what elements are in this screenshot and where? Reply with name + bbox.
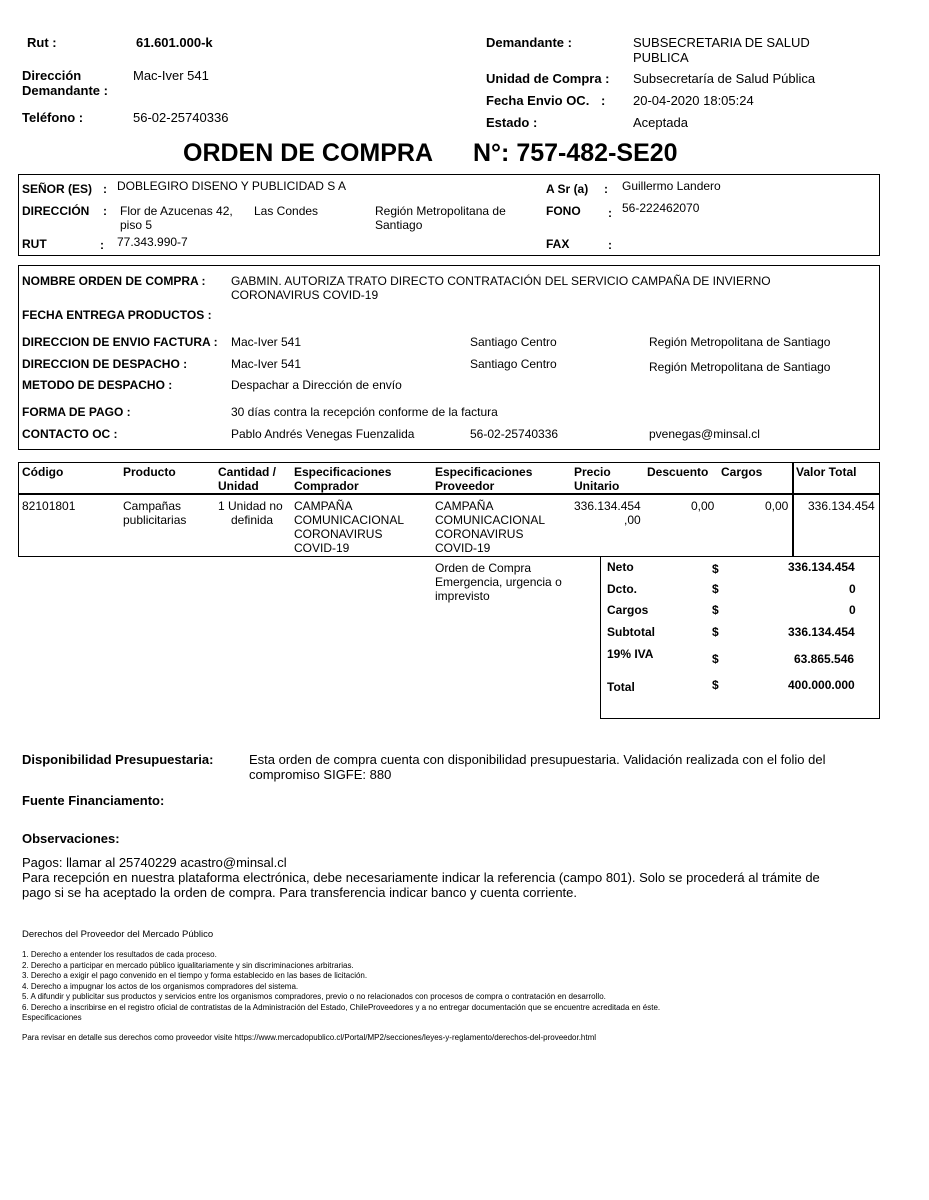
contacto-name: Pablo Andrés Venegas Fuenzalida xyxy=(231,427,415,441)
disponibilidad-label: Disponibilidad Presupuestaria: xyxy=(22,752,214,767)
rights-item: 2. Derecho a participar en mercado público igualitariamente y sin discriminaciones arbitrarias. xyxy=(22,960,354,970)
td-cantidad: 1 Unidad no xyxy=(218,499,283,513)
iva-label: 19% IVA xyxy=(607,647,654,661)
despacho-region: Región Metropolitana de Santiago xyxy=(649,360,831,374)
nombre-orden-label: NOMBRE ORDEN DE COMPRA : xyxy=(22,274,206,288)
rights-title: Derechos del Proveedor del Mercado Público xyxy=(22,929,214,940)
td-valor-total: 336.134.454 xyxy=(808,499,875,513)
cargos-label: Cargos xyxy=(607,603,649,617)
contacto-phone: 56-02-25740336 xyxy=(470,427,559,441)
td-precio: 336.134.454 xyxy=(574,499,641,513)
iva-currency: $ xyxy=(712,652,719,666)
estado-label: Estado : xyxy=(486,115,538,130)
th-producto: Producto xyxy=(123,465,176,479)
cargos-value: 0 xyxy=(849,603,856,617)
order-type-line-2: Emergencia, urgencia o xyxy=(435,575,562,589)
telefono-value: 56-02-25740336 xyxy=(133,110,229,125)
observaciones-line-2: Para recepción en nuestra plataforma electrónica, debe necesariamente indicar la referencia (campo 801). Solo se procederá al trámite de xyxy=(22,870,820,885)
fecha-entrega-label: FECHA ENTREGA PRODUCTOS : xyxy=(22,308,212,322)
th-cargos: Cargos xyxy=(721,465,763,479)
order-type-line-1: Orden de Compra xyxy=(435,561,532,575)
direccion-label-2: Demandante : xyxy=(22,83,108,98)
supplier-street-2: piso 5 xyxy=(120,218,153,232)
th-precio: Precio xyxy=(574,465,611,479)
supplier-region: Región Metropolitana de xyxy=(375,204,506,218)
th-precio-2: Unitario xyxy=(574,479,620,493)
total-label: Total xyxy=(607,680,635,694)
direccion-value: Mac-Iver 541 xyxy=(133,68,209,83)
estado-value: Aceptada xyxy=(633,115,688,130)
rights-item: 4. Derecho a impugnar los actos de los organismos compradores del sistema. xyxy=(22,981,299,991)
disponibilidad-value-2: compromiso SIGFE: 880 xyxy=(249,767,392,782)
contacto-label: CONTACTO OC : xyxy=(22,427,118,441)
neto-label: Neto xyxy=(607,560,634,574)
direccion-label: Dirección xyxy=(22,68,82,83)
th-cantidad: Cantidad / xyxy=(218,465,277,479)
fono-label: FONO xyxy=(546,204,581,218)
fuente-financiamiento-label: Fuente Financiamento: xyxy=(22,793,165,808)
envio-factura-label: DIRECCION DE ENVIO FACTURA : xyxy=(22,335,218,349)
senor-value: DOBLEGIRO DISENO Y PUBLICIDAD S A xyxy=(117,179,346,193)
rights-item: 6. Derecho a inscribirse en el registro oficial de contratistas de la Administración del Estado, ChileProveedores y a no entregar documentación que se encuentre acreditada en éste. xyxy=(22,1002,661,1012)
supplier-direccion-label: DIRECCIÓN xyxy=(22,204,90,218)
rut-value: 61.601.000-k xyxy=(136,35,213,50)
th-esp-proveedor: Especificaciones xyxy=(435,465,533,479)
fono-value: 56-222462070 xyxy=(622,201,700,215)
subtotal-label: Subtotal xyxy=(607,625,655,639)
metodo-label: METODO DE DESPACHO : xyxy=(22,378,173,392)
rut-label: Rut : xyxy=(27,35,57,50)
fecha-envio-colon: : xyxy=(601,93,606,108)
dcto-currency: $ xyxy=(712,582,719,596)
total-value: 400.000.000 xyxy=(788,678,855,692)
iva-value: 63.865.546 xyxy=(794,652,855,666)
td-esp-comprador-4: COVID-19 xyxy=(294,541,350,555)
fecha-envio-value: 20-04-2020 18:05:24 xyxy=(633,93,754,108)
dcto-label: Dcto. xyxy=(607,582,637,596)
page-title: ORDEN DE COMPRA xyxy=(183,139,434,167)
td-esp-proveedor-2: COMUNICACIONAL xyxy=(435,513,546,527)
fax-colon: : xyxy=(608,238,612,252)
td-esp-proveedor: CAMPAÑA xyxy=(435,499,494,513)
envio-factura-street: Mac-Iver 541 xyxy=(231,335,302,349)
nombre-orden-value: GABMIN. AUTORIZA TRATO DIRECTO CONTRATACIÓN DEL SERVICIO CAMPAÑA DE INVIERNO xyxy=(231,274,771,288)
rights-item: 5. A difundir y publicitar sus productos y servicios entre los organismos compradores, previo o no relacionados con procesos de compra o contratación en desarrollo. xyxy=(22,992,606,1001)
th-valor-total: Valor Total xyxy=(796,465,857,479)
td-producto: Campañas xyxy=(123,499,182,513)
rights-footer-link: Para revisar en detalle sus derechos como proveedor visite https://www.mercadopublico.cl/Portal/MP2/secciones/leyes-y-reglamento/derechos-del-proveedor.html xyxy=(22,1033,597,1042)
unidad-value: Subsecretaría de Salud Pública xyxy=(633,71,816,86)
supplier-comuna: Las Condes xyxy=(254,204,319,218)
td-codigo: 82101801 xyxy=(22,499,76,513)
rights-item: 3. Derecho a exigir el pago convenido en el tiempo y forma establecido en las bases de licitación. xyxy=(22,971,368,980)
contacto-email: pvenegas@minsal.cl xyxy=(649,427,760,441)
fax-label: FAX xyxy=(546,237,570,251)
supplier-street: Flor de Azucenas 42, xyxy=(120,204,233,218)
rights-item: Especificaciones xyxy=(22,1013,82,1022)
observaciones-line-1: Pagos: llamar al 25740229 acastro@minsal.cl xyxy=(22,855,287,870)
supplier-rut-colon: : xyxy=(100,238,104,252)
cargos-currency: $ xyxy=(712,603,719,617)
dcto-value: 0 xyxy=(849,582,856,596)
order-type-line-3: imprevisto xyxy=(435,589,490,603)
fono-colon: : xyxy=(608,206,612,220)
rights-item: 1. Derecho a entender los resultados de cada proceso. xyxy=(22,950,217,959)
despacho-comuna: Santiago Centro xyxy=(470,357,557,371)
asr-colon: : xyxy=(604,182,608,196)
th-esp-comprador: Especificaciones xyxy=(294,465,392,479)
th-esp-comprador-2: Comprador xyxy=(294,479,359,493)
supplier-rut-label: RUT xyxy=(22,237,47,251)
forma-pago-value: 30 días contra la recepción conforme de la factura xyxy=(231,405,498,419)
fecha-envio-label: Fecha Envio OC. xyxy=(486,93,590,108)
th-codigo: Código xyxy=(22,465,64,479)
unidad-label: Unidad de Compra : xyxy=(486,71,610,86)
envio-factura-region: Región Metropolitana de Santiago xyxy=(649,335,831,349)
telefono-label: Teléfono : xyxy=(22,110,84,125)
demandante-label: Demandante : xyxy=(486,35,572,50)
neto-currency: $ xyxy=(712,562,719,576)
valor-total-divider xyxy=(792,462,794,557)
senor-colon: : xyxy=(103,182,107,196)
td-esp-comprador-3: CORONAVIRUS xyxy=(294,527,383,541)
asr-label: A Sr (a) xyxy=(546,182,589,196)
td-cargos: 0,00 xyxy=(765,499,789,513)
td-producto-2: publicitarias xyxy=(123,513,187,527)
senor-label: SEÑOR (ES) xyxy=(22,182,93,196)
supplier-rut-value: 77.343.990-7 xyxy=(117,235,188,249)
td-descuento: 0,00 xyxy=(691,499,715,513)
order-number: N°: 757-482-SE20 xyxy=(473,139,678,167)
observaciones-line-3: pago si se ha aceptado la orden de compra. Para transferencia indicar banco y cuenta corriente. xyxy=(22,885,578,900)
demandante-value-2: PUBLICA xyxy=(633,50,689,65)
despacho-street: Mac-Iver 541 xyxy=(231,357,302,371)
despacho-label: DIRECCION DE DESPACHO : xyxy=(22,357,188,371)
td-esp-proveedor-4: COVID-19 xyxy=(435,541,491,555)
td-cantidad-2: definida xyxy=(231,513,274,527)
supplier-region-2: Santiago xyxy=(375,218,423,232)
envio-factura-comuna: Santiago Centro xyxy=(470,335,557,349)
disponibilidad-value: Esta orden de compra cuenta con disponibilidad presupuestaria. Validación realizada con el folio del xyxy=(249,752,826,767)
td-esp-comprador-2: COMUNICACIONAL xyxy=(294,513,405,527)
td-esp-proveedor-3: CORONAVIRUS xyxy=(435,527,524,541)
forma-pago-label: FORMA DE PAGO : xyxy=(22,405,131,419)
metodo-value: Despachar a Dirección de envío xyxy=(231,378,402,392)
observaciones-label: Observaciones: xyxy=(22,831,120,846)
items-header-divider xyxy=(18,493,880,495)
th-esp-proveedor-2: Proveedor xyxy=(435,479,495,493)
neto-value: 336.134.454 xyxy=(788,560,855,574)
th-cantidad-2: Unidad xyxy=(218,479,259,493)
demandante-value: SUBSECRETARIA DE SALUD xyxy=(633,35,810,50)
td-esp-comprador: CAMPAÑA xyxy=(294,499,353,513)
subtotal-value: 336.134.454 xyxy=(788,625,855,639)
nombre-orden-value-2: CORONAVIRUS COVID-19 xyxy=(231,288,379,302)
subtotal-currency: $ xyxy=(712,625,719,639)
supplier-direccion-colon: : xyxy=(103,204,107,218)
total-currency: $ xyxy=(712,678,719,692)
asr-value: Guillermo Landero xyxy=(622,179,721,193)
td-precio-2: ,00 xyxy=(624,513,641,527)
th-descuento: Descuento xyxy=(647,465,709,479)
